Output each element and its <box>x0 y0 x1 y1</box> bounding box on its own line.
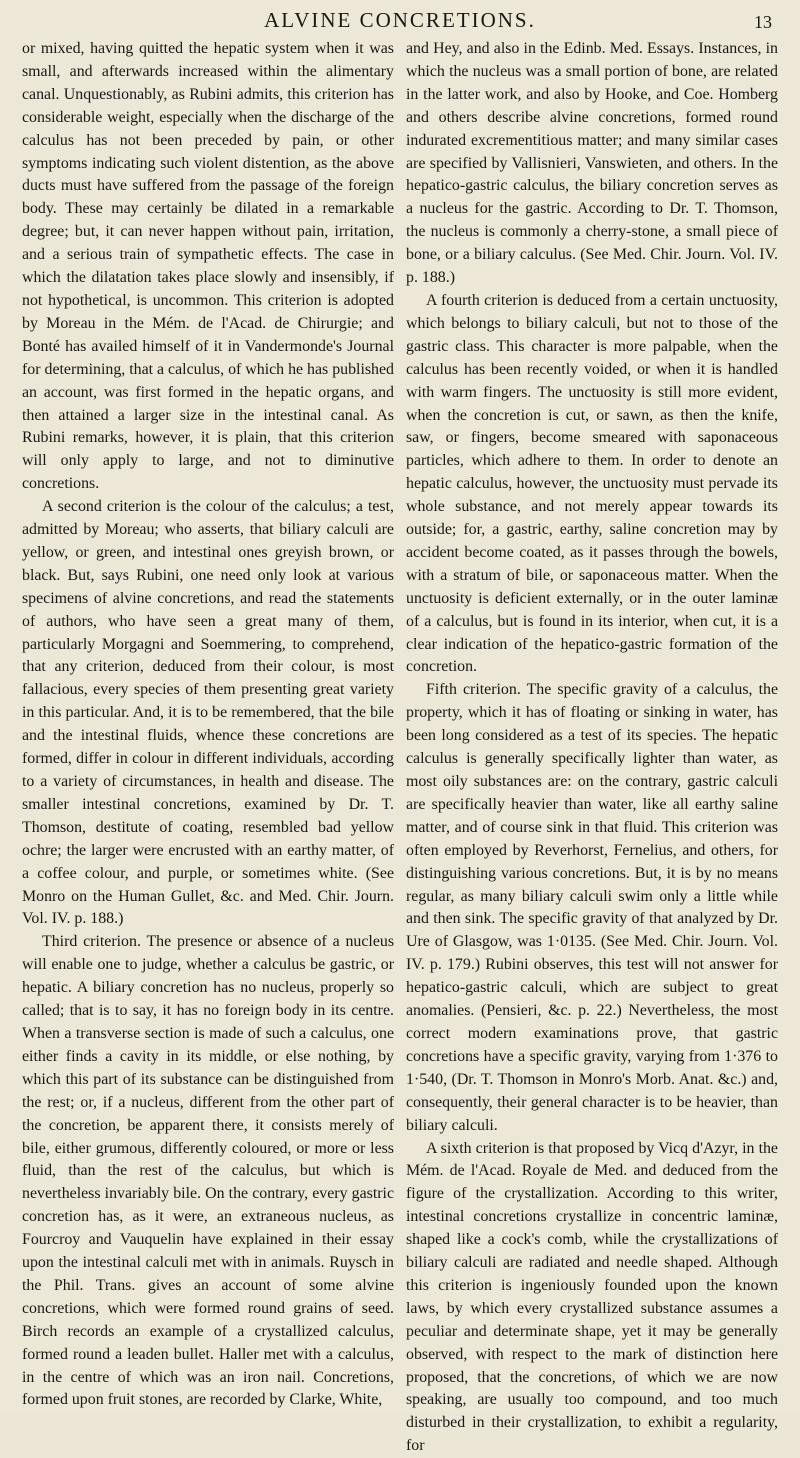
paragraph: A second criterion is the colour of the calculus; a test, admitted by Moreau; who asserts, that biliary calculi are yellow, or green, and intestinal ones greyish brown, or black. But, says Rubini, one need only look at various specimens of alvine concretions, and read the statements of authors, who have seen a great many of them, particularly Morgagni and Soemmering, to comprehend, that any criterion, deduced from their colour, is most fallacious, every species of them presenting great variety in this particular. And, it is to be remembered, that the bile and the intestinal fluids, whence these concretions are formed, differ in colour in different individuals, according to a variety of circumstances, in health and disease. The smaller intestinal concretions, examined by Dr. T. Thomson, destitute of coating, resembled bad yellow ochre; the larger were encrusted with an earthy matter, of a coffee colour, and purple, or sometimes white. (See Monro on the Human Gullet, &c. and Med. Chir. Journ. Vol. IV. p. 188.) <box>22 496 394 931</box>
paragraph: or mixed, having quitted the hepatic system when it was small, and afterwards increased within the alimentary canal. Unquestionably, as Rubini admits, this criterion has considerable weight, especially when the discharge of the calculus has not been preceded by pain, or other symptoms indicating such violent distention, as the above ducts must have suffered from the passage of the foreign body. These may certainly be dilated in a remarkable degree; but, it can never happen without pain, irritation, and a serious train of sympathetic effects. The case in which the dilatation takes place slowly and insensibly, if not hypothetical, is uncommon. This criterion is adopted by Moreau in the Mém. de l'Acad. de Chirurgie; and Bonté has availed himself of it in Vandermonde's Journal for determining, that a calculus, of which he has published an account, was first formed in the hepatic organs, and then attained a larger size in the intestinal canal. As Rubini remarks, however, it is plain, that this criterion will only apply to large, and not to diminutive concretions. <box>22 38 394 496</box>
paragraph: A sixth criterion is that proposed by Vicq d'Azyr, in the Mém. de l'Acad. Royale de Med. and deduced from the figure of the crystallization. According to this writer, intestinal concretions crystallize in concentric laminæ, shaped like a cock's comb, while the crystallizations of biliary calculi are radiated and needle shaped. Although this criterion is ingeniously founded upon the known laws, by which every crystallized substance assumes a peculiar and determinate shape, yet it may be generally observed, with respect to the mark of distinction here proposed, that the concretions, of which we are now speaking, are usually too compound, and too much disturbed in their crystallization, to exhibit a regularity, for <box>406 1138 778 1458</box>
running-head: ALVINE CONCRETIONS. <box>22 8 778 33</box>
paragraph: Third criterion. The presence or absence of a nucleus will enable one to judge, whether a calculus be gastric, or hepatic. A biliary concretion has no nucleus, properly so called; that is to say, it has no foreign body in its centre. When a transverse section is made of such a calculus, one either finds a cavity in its middle, or else nothing, by which this part of its substance can be distinguished from the rest; or, if a nucleus, different from the other part of the concretion, be apparent there, it consists merely of bile, either grumous, differently coloured, or more or less fluid, than the rest of the calculus, but which is nevertheless invariably bile. On the contrary, every gastric concretion has, as it were, an extraneous nucleus, as Fourcroy and Vauquelin have explained in their essay upon the intestinal calculi met with in animals. Ruysch in the Phil. Trans. gives an account of some alvine concretions, which were formed round grains of seed. Birch records an example of a crystallized calculus, formed round a leaden bullet. Haller met with a calculus, in the centre of which was an iron nail. Concretions, formed upon fruit stones, are recorded by Clarke, White, <box>22 931 394 1412</box>
page-header <box>22 8 778 38</box>
paragraph: Fifth criterion. The specific gravity of a calculus, the property, which it has of floating or sinking in water, has been long considered as a test of its species. The hepatic calculus is generally specifically lighter than water, as most oily substances are: on the contrary, gastric calculi are specifically heavier than water, like all earthy saline matter, and of course sink in that fluid. This criterion was often employed by Reverhorst, Fernelius, and others, for distinguishing various concretions. But, it is by no means regular, as many biliary calculi swim only a little while and then sink. The specific gravity of that analyzed by Dr. Ure of Glasgow, was 1·0135. (See Med. Chir. Journ. Vol. IV. p. 179.) Rubini observes, this test will not answer for hepatico-gastric calculi, which are subject to great anomalies. (Pensieri, &c. p. 22.) Nevertheless, the most correct modern examinations prove, that gastric concretions have a specific gravity, varying from 1·376 to 1·540, (Dr. T. Thomson in Monro's Morb. Anat. &c.) and, consequently, their general character is to be heavier, than biliary calculi. <box>406 679 778 1137</box>
text-columns <box>22 38 778 1398</box>
left-column <box>22 38 394 1398</box>
paragraph: and Hey, and also in the Edinb. Med. Essays. Instances, in which the nucleus was a small portion of bone, are related in the latter work, and also by Hooke, and Coe. Homberg and others describe alvine concretions, formed round indurated excrementitious matter; and many similar cases are specified by Vallisnieri, Vanswieten, and others. In the hepatico-gastric calculus, the biliary concretion serves as a nucleus for the gastric. According to Dr. T. Thomson, the nucleus is commonly a cherry-stone, a small piece of bone, or a biliary calculus. (See Med. Chir. Journ. Vol. IV. p. 188.) <box>406 38 778 290</box>
right-column <box>406 38 778 1398</box>
page-number: 13 <box>754 12 772 33</box>
paragraph: A fourth criterion is deduced from a certain unctuosity, which belongs to biliary calculi, but not to those of the gastric class. This character is more palpable, when the calculus has been recently voided, or when it is handled with warm fingers. The unctuosity is still more evident, when the concretion is cut, or sawn, as then the knife, saw, or fingers, become smeared with saponaceous particles, which adhere to them. In order to denote an hepatic calculus, however, the unctuosity must pervade its whole substance, and not merely appear towards its outside; for, a gastric, earthy, saline concretion may by accident become coated, as it passes through the bowels, with a stratum of bile, or saponaceous matter. When the unctuosity is deficient externally, or in the outer laminæ of a calculus, but is found in its interior, when cut, it is a clear indication of the hepatico-gastric formation of the concretion. <box>406 290 778 679</box>
